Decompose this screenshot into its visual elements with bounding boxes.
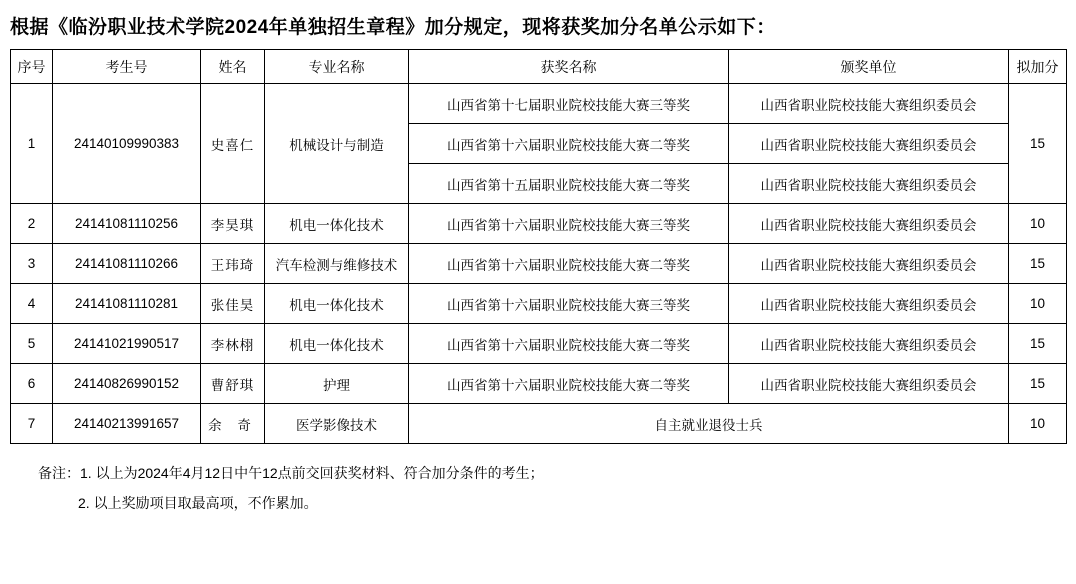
table-row	[11, 284, 1067, 324]
cell-award: 山西省第十六届职业院校技能大赛二等奖	[409, 124, 729, 164]
cell-award: 山西省第十六届职业院校技能大赛三等奖	[409, 204, 729, 244]
header-organizer: 颁奖单位	[729, 50, 1009, 84]
cell-award: 山西省第十五届职业院校技能大赛二等奖	[409, 164, 729, 204]
table-header	[11, 50, 1067, 84]
cell-name: 王玮琦	[201, 244, 265, 284]
cell-exam-no: 24140213991657	[53, 404, 201, 444]
cell-exam-no: 24140109990383	[53, 84, 201, 204]
page-title: 根据《临汾职业技术学院2024年单独招生章程》加分规定，现将获奖加分名单公示如下：	[10, 17, 776, 38]
cell-seq: 5	[11, 324, 53, 364]
cell-exam-no: 24141081110266	[53, 244, 201, 284]
cell-points: 15	[1009, 364, 1067, 404]
cell-organizer: 山西省职业院校技能大赛组织委员会	[729, 284, 1009, 324]
table-row	[11, 244, 1067, 284]
cell-name: 曹舒琪	[201, 364, 265, 404]
cell-points: 15	[1009, 244, 1067, 284]
cell-organizer: 山西省职业院校技能大赛组织委员会	[729, 164, 1009, 204]
cell-organizer: 山西省职业院校技能大赛组织委员会	[729, 244, 1009, 284]
cell-award: 山西省第十六届职业院校技能大赛三等奖	[409, 284, 729, 324]
header-points: 拟加分	[1009, 50, 1067, 84]
cell-award: 山西省第十六届职业院校技能大赛二等奖	[409, 364, 729, 404]
cell-name: 李林栩	[201, 324, 265, 364]
cell-award: 山西省第十七届职业院校技能大赛三等奖	[409, 84, 729, 124]
cell-points: 10	[1009, 284, 1067, 324]
cell-seq: 4	[11, 284, 53, 324]
cell-organizer: 山西省职业院校技能大赛组织委员会	[729, 324, 1009, 364]
cell-seq: 3	[11, 244, 53, 284]
cell-name: 张佳昊	[201, 284, 265, 324]
cell-points: 15	[1009, 324, 1067, 364]
note-line-2: 2. 以上奖励项目取最高项，不作累加。	[78, 495, 318, 511]
table-row	[11, 364, 1067, 404]
header-major: 专业名称	[265, 50, 409, 84]
cell-points: 10	[1009, 404, 1067, 444]
award-bonus-table	[10, 49, 1067, 444]
cell-organizer: 山西省职业院校技能大赛组织委员会	[729, 204, 1009, 244]
cell-exam-no: 24141081110256	[53, 204, 201, 244]
cell-seq: 7	[11, 404, 53, 444]
cell-exam-no: 24140826990152	[53, 364, 201, 404]
cell-major: 汽车检测与维修技术	[265, 244, 409, 284]
cell-points: 10	[1009, 204, 1067, 244]
header-exam-no: 考生号	[53, 50, 201, 84]
cell-organizer: 山西省职业院校技能大赛组织委员会	[729, 124, 1009, 164]
header-award: 获奖名称	[409, 50, 729, 84]
cell-major: 医学影像技术	[265, 404, 409, 444]
table-body	[11, 84, 1067, 444]
cell-major: 机械设计与制造	[265, 84, 409, 204]
cell-major: 机电一体化技术	[265, 204, 409, 244]
cell-award-merged: 自主就业退役士兵	[409, 404, 1009, 444]
cell-seq: 2	[11, 204, 53, 244]
cell-seq: 1	[11, 84, 53, 204]
cell-name: 史喜仁	[201, 84, 265, 204]
cell-name: 余 奇	[201, 404, 265, 444]
cell-name: 李昊琪	[201, 204, 265, 244]
cell-seq: 6	[11, 364, 53, 404]
cell-major: 机电一体化技术	[265, 284, 409, 324]
cell-major: 机电一体化技术	[265, 324, 409, 364]
table-row	[11, 324, 1067, 364]
cell-organizer: 山西省职业院校技能大赛组织委员会	[729, 364, 1009, 404]
cell-points: 15	[1009, 84, 1067, 204]
cell-exam-no: 24141021990517	[53, 324, 201, 364]
table-header-row	[11, 50, 1067, 84]
note-line-1: 备注：1. 以上为2024年4月12日中午12点前交回获奖材料、符合加分条件的考生；	[38, 465, 544, 481]
cell-exam-no: 24141081110281	[53, 284, 201, 324]
table-row	[11, 204, 1067, 244]
header-seq: 序号	[11, 50, 53, 84]
header-name: 姓名	[201, 50, 265, 84]
cell-award: 山西省第十六届职业院校技能大赛二等奖	[409, 244, 729, 284]
table-row	[11, 84, 1067, 124]
cell-award: 山西省第十六届职业院校技能大赛二等奖	[409, 324, 729, 364]
cell-major: 护理	[265, 364, 409, 404]
notes-section	[10, 444, 1076, 518]
table-row	[11, 404, 1067, 444]
cell-organizer: 山西省职业院校技能大赛组织委员会	[729, 84, 1009, 124]
